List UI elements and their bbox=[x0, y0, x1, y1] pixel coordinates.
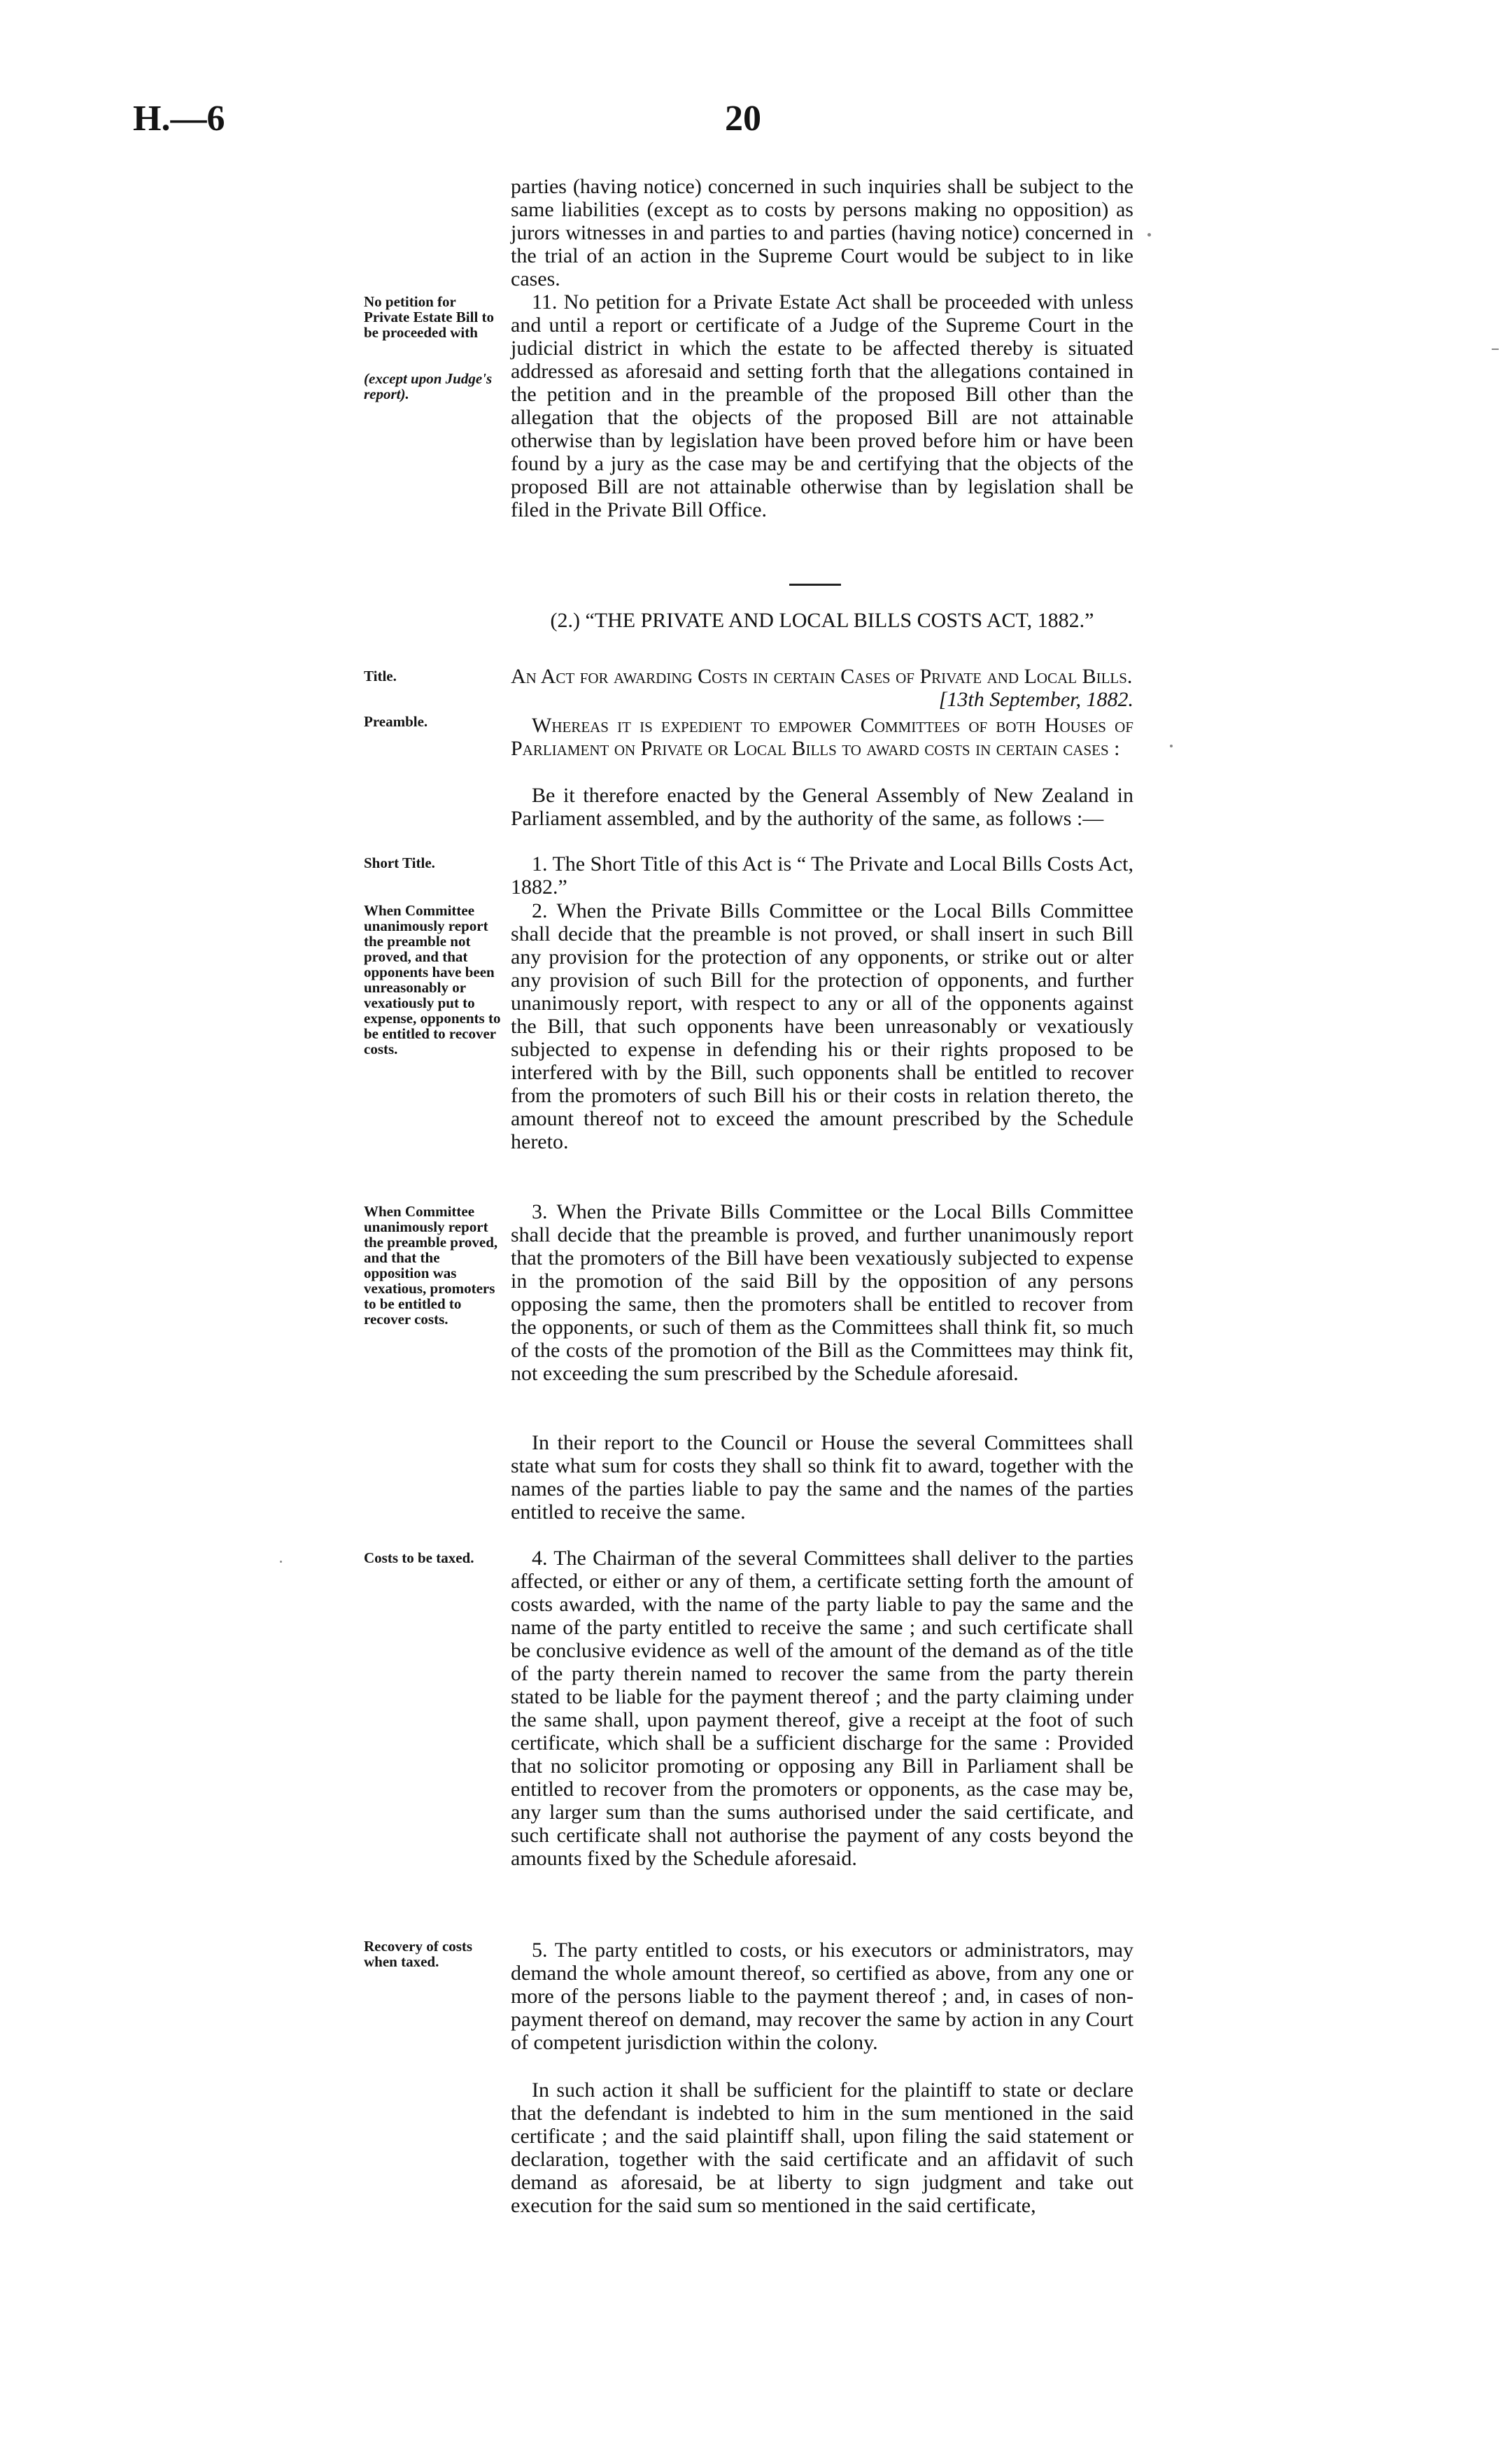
section-divider bbox=[789, 584, 841, 586]
sidenote-recovery: Recovery of costs when taxed. bbox=[364, 1938, 473, 1970]
sidenote-section-3: When Committee unanimously report the preamble proved, and that the opposition was vexatious, promoters to be entitled to recover costs. bbox=[364, 1203, 498, 1328]
section-11: 11. No petition for a Private Estate Act shall be proceeded with unless and until a report or certificate of a Judge of the Supreme Court in the judicial district in which the estate to be affected thereby is situated addressed as aforesaid and setting forth that the allegations contained in the petition and in the preamble of the proposed Bill other than the allegation that the objects of the proposed Bill are not attainable otherwise than by legislation have been proved before him or have been found by a jury as the case may be and certifying that the objects of the proposed Bill are not attainable otherwise than by legislation shall be filed in the Private Bill Office. bbox=[511, 290, 1133, 521]
scan-speck bbox=[1492, 349, 1499, 350]
document-code: H.—6 bbox=[133, 99, 225, 139]
sidenote-short-title: Short Title. bbox=[364, 854, 435, 871]
section-3: 3. When the Private Bills Committee or the Local Bills Committee shall decide that the preamble is proved, and further unanimously report that the promoters of the Bill have been vexatiously subjected to expense in the promotion of the said Bill by the opposition of any persons opposing the same, then the promoters shall be entitled to recover from the opponents, or such of them as the Committees shall think fit, so much of the costs of the promotion of the Bill as the Committees may think fit, not exceeding the sum prescribed by the Schedule aforesaid. bbox=[511, 1200, 1133, 1385]
act-long-title: An Act for awarding Costs in certain Cases of Private and Local Bills. bbox=[511, 665, 1133, 688]
preamble: Whereas it is expedient to empower Committees of both Houses of Parliament on Private or Local Bills to award costs in certain cases : bbox=[511, 714, 1133, 760]
section-3-report: In their report to the Council or House the several Committees shall state what sum for costs they shall so think fit to award, together with the names of the parties liable to pay the same and the names of the parties entitled to receive the same. bbox=[511, 1431, 1133, 1524]
scan-speck bbox=[1147, 233, 1151, 237]
sidenote-preamble: Preamble. bbox=[364, 713, 428, 730]
section-1: 1. The Short Title of this Act is “ The Private and Local Bills Costs Act, 1882.” bbox=[511, 852, 1133, 899]
sidenote-costs-taxed: Costs to be taxed. bbox=[364, 1549, 474, 1566]
section-5: 5. The party entitled to costs, or his executors or administrators, may demand the whole amount thereof, so certified as above, from any one or more of the persons liable to the payment thereof ; and, in cases of non-payment thereof on demand, may recover the same by action in any Court of competent jurisdiction within the colony. bbox=[511, 1939, 1133, 2054]
paragraph-continued: parties (having notice) concerned in such inquiries shall be subject to the same liabilities (except as to costs by persons making no opposition) as jurors witnesses in and parties to and parties (having notice) concerned in the trial of an action in the Supreme Court would be subject to in like cases. bbox=[511, 175, 1133, 290]
sidenote-section-2: When Committee unanimously report the preamble not proved, and that opponents have been unreasonably or vexatiously put to expense, opponents to be entitled to recover costs. bbox=[364, 902, 501, 1057]
page-number: 20 bbox=[725, 99, 761, 139]
section-5-action: In such action it shall be sufficient for the plaintiff to state or declare that the defendant is indebted to him in the sum mentioned in the said certificate ; and the said plaintiff shall, upon filing the said statement or declaration, together with the said certificate and an affidavit of such demand as aforesaid, be at liberty to sign judgment and take out execution for the said sum so mentioned in the said certificate, bbox=[511, 2078, 1133, 2217]
section-2: 2. When the Private Bills Committee or the Local Bills Committee shall decide that the preamble is not proved, or shall insert in such Bill any provision for the protection of any opponents, or strike out or alter any provision of such Bill for the protection of opponents, and further unanimously report, with respect to any or all of the opponents against the Bill, that such opponents have been unreasonably or vexatiously subjected to expense in defending his or their rights proposed to be interfered with by the Bill, such opponents shall be entitled to recover from the promoters of such Bill his or their costs in relation thereto, the amount thereof not to exceed the amount prescribed by the Schedule hereto. bbox=[511, 899, 1133, 1153]
scan-speck bbox=[280, 1561, 282, 1563]
scan-speck bbox=[1170, 745, 1173, 747]
sidenote-no-petition: No petition for Private Estate Bill to be proceeded with bbox=[364, 293, 495, 341]
sidenote-judges-report: (except upon Judge's report). bbox=[364, 370, 493, 402]
section-4: 4. The Chairman of the several Committees shall deliver to the parties affected, or either or any of them, a certificate setting forth the amount of costs awarded, with the name of the party liable to pay the same and the name of the party entitled to receive the same ; and such certificate shall be conclusive evidence as well of the amount of the demand as of the title of the party therein named to recover the same from the party therein stated to be liable for the payment thereof ; and the party claiming under the same shall, upon payment thereof, give a receipt at the foot of such certificate, which shall be a sufficient discharge for the same : Provided that no solicitor promoting or opposing any Bill in Parliament shall be entitled to recover from the promoters or opponents, as the case may be, any larger sum than the sums authorised under the said certificate, and such certificate shall not authorise the payment of any costs beyond the amounts fixed by the Schedule aforesaid. bbox=[511, 1547, 1133, 1870]
act-date: [13th September, 1882. bbox=[938, 688, 1133, 711]
act-heading: (2.) “THE PRIVATE AND LOCAL BILLS COSTS ACT, 1882.” bbox=[550, 609, 1094, 632]
enacting-clause: Be it therefore enacted by the General Assembly of New Zealand in Parliament assembled, and by the authority of the same, as follows :— bbox=[511, 784, 1133, 830]
sidenote-title: Title. bbox=[364, 668, 397, 684]
